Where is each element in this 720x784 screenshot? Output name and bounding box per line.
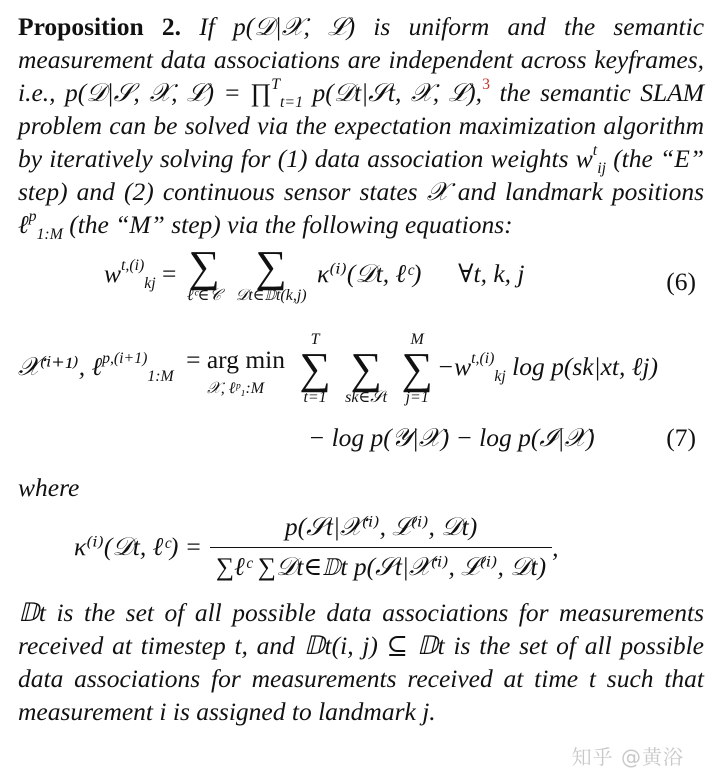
eq7-sum-t-top: T xyxy=(310,331,320,348)
proposition-text-1: If p(𝒟|𝒳, ℒ) is uniform and the semantic measurement data associations are independent across keyframes, i.e., p(𝒟|𝒮, 𝒳, ℒ) = ∏ xyxy=(18,12,705,107)
eq7-argmin xyxy=(186,340,285,398)
eq6-sum-1: ∑ ℓᶜ∈𝒞 xyxy=(186,242,222,304)
eq7-sum-t-limit: t=1 xyxy=(303,389,327,406)
proposition-paragraph xyxy=(18,10,705,244)
kappa-definition xyxy=(18,508,704,594)
eq6-body: κ⁽ⁱ⁾(𝒟t, ℓᶜ) xyxy=(316,258,422,288)
proposition-text-4: (the “E” step) and (2) continuous sensor states 𝒳 and landmark positions ℓ xyxy=(18,144,704,239)
eq7-lhs-sup: p,(i+1) xyxy=(102,350,148,367)
eq7-body: −w xyxy=(436,351,472,381)
closing-paragraph: 𝔻t is the set of all possible data associations for measurements received at timestep t, and 𝔻t(i, j) ⊆ 𝔻t is the set of all possible data associations for measurements received at time t such that measurement i is assigned to landmark j. xyxy=(18,598,704,726)
l-subscript: 1:M xyxy=(36,226,63,244)
l-superscript: p xyxy=(28,208,37,226)
eq7-sum-j-limit: j=1 xyxy=(405,389,429,406)
eq7-body-rest: log p(sk|xt, ℓj) xyxy=(505,351,658,381)
eq7-sum-j: M ∑ j=1 xyxy=(401,331,433,406)
eq7-sum-t: T ∑ t=1 xyxy=(299,331,331,406)
footnote-marker[interactable]: 3 xyxy=(482,76,490,94)
eq7-lhs: 𝒳⁽ⁱ⁺¹⁾, ℓ xyxy=(18,351,103,381)
proposition-text-5: (the “M” step) via the following equations: xyxy=(62,210,513,239)
eq7-argmin-text: = arg min xyxy=(186,345,285,374)
eq7-sum-s: ∑ sk∈𝒮t xyxy=(345,344,388,406)
kappa-lhs: κ⁽ⁱ⁾(𝒟t, ℓᶜ) = xyxy=(74,532,202,561)
proposition-label: Proposition 2. xyxy=(18,12,181,41)
eq6-forall: ∀t, k, j xyxy=(458,258,525,288)
eq6-sum-2-limit: 𝒟t∈𝔻t(k,j) xyxy=(235,287,307,304)
eq6-number: (6) xyxy=(666,267,696,296)
w-superscript: t xyxy=(592,142,598,160)
prod-subscript: t=1 xyxy=(280,94,303,112)
kappa-fraction xyxy=(210,512,552,583)
eq7-sum-s-limit: sk∈𝒮t xyxy=(345,389,388,406)
eq7-lhs-sub: 1:M xyxy=(147,367,174,385)
kappa-trail: , xyxy=(552,532,559,562)
eq7-line-2: − log p(𝒴|𝒳) − log p(ℐ|𝒳) xyxy=(308,423,595,452)
eq7-body-sub: kj xyxy=(494,367,506,385)
paper-excerpt xyxy=(18,10,704,728)
eq7-argmin-sub: 𝒳, ℓᵖ₁:M xyxy=(206,380,265,397)
w-subscript: ij xyxy=(597,160,606,178)
eq6-sum-1-limit: ℓᶜ∈𝒞 xyxy=(186,287,222,304)
eq6-equals: = xyxy=(155,258,183,288)
watermark: 知乎 @黄浴 xyxy=(571,745,684,769)
proposition-text-2: p(𝒟t|𝒮t, 𝒳, ℒ), xyxy=(302,78,483,107)
proposition-text-3: the semantic SLAM problem can be solved via the expectation maximization algorithm by iteratively solving for (1) data association weights w xyxy=(18,78,704,173)
where-word: where xyxy=(18,473,80,502)
eq6-sum-2: ∑ 𝒟t∈𝔻t(k,j) xyxy=(235,242,307,304)
eq7-sum-j-top: M xyxy=(410,331,424,348)
kappa-numerator: p(𝒮t|𝒳⁽ⁱ⁾, ℒ⁽ⁱ⁾, 𝒟t) xyxy=(284,512,478,541)
eq7-body-sup: t,(i) xyxy=(471,350,495,367)
eq7-number: (7) xyxy=(666,423,696,452)
equation-7 xyxy=(18,331,704,459)
kappa-denominator: ∑ℓᶜ ∑𝒟t∈𝔻t p(𝒮t|𝒳⁽ⁱ⁾, ℒ⁽ⁱ⁾, 𝒟t) xyxy=(210,547,552,583)
eq6-lhs-sub: kj xyxy=(144,274,156,292)
equation-6 xyxy=(18,242,704,329)
eq6-lhs: w xyxy=(104,258,122,288)
eq6-lhs-sup: t,(i) xyxy=(121,257,145,274)
prod-superscript: T xyxy=(271,76,281,94)
